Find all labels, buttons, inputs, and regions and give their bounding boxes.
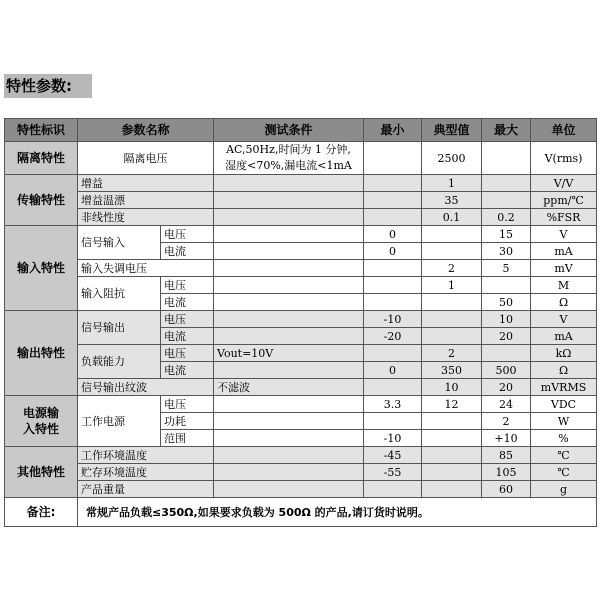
param-cell: 贮存环境温度 <box>78 464 214 481</box>
max-cell: 5 <box>482 260 531 277</box>
note-text: 常规产品负载≤350Ω,如果要求负载为 500Ω 的产品,请订货时说明。 <box>78 498 597 527</box>
typ-cell: 2 <box>422 260 482 277</box>
sub-param-cell: 电压 <box>161 277 214 294</box>
param-cell: 增益温漂 <box>78 192 214 209</box>
param-cell: 增益 <box>78 175 214 192</box>
category-power <box>5 396 78 447</box>
param-work-power: 工作电源 <box>78 396 161 447</box>
condition-cell <box>214 260 364 277</box>
table-row <box>5 277 597 294</box>
sub-param-cell: 电压 <box>161 345 214 362</box>
max-cell: 60 <box>482 481 531 498</box>
max-cell <box>482 192 531 209</box>
max-cell: 20 <box>482 328 531 345</box>
typ-cell <box>422 243 482 260</box>
table-row <box>5 226 597 243</box>
unit-cell: mV <box>531 260 597 277</box>
sub-param-cell: 范围 <box>161 430 214 447</box>
unit-cell: V/V <box>531 175 597 192</box>
unit-cell: M <box>531 277 597 294</box>
header-condition: 测试条件 <box>214 119 364 142</box>
typ-cell <box>422 413 482 430</box>
min-cell: -10 <box>364 430 422 447</box>
table-row <box>5 192 597 209</box>
note-row <box>5 498 597 527</box>
category-power-line-1: 电源输 <box>22 406 59 420</box>
typ-cell: 0.1 <box>422 209 482 226</box>
unit-cell: Ω <box>531 294 597 311</box>
sub-param-cell: 电流 <box>161 243 214 260</box>
min-cell <box>364 260 422 277</box>
min-cell: 3.3 <box>364 396 422 413</box>
unit-cell: mA <box>531 243 597 260</box>
max-cell: +10 <box>482 430 531 447</box>
condition-cell <box>214 396 364 413</box>
min-cell: 0 <box>364 226 422 243</box>
max-cell <box>482 277 531 294</box>
max-cell: 85 <box>482 447 531 464</box>
condition-cell <box>214 447 364 464</box>
typ-cell <box>422 447 482 464</box>
sub-param-cell: 电压 <box>161 311 214 328</box>
max-cell: 15 <box>482 226 531 243</box>
param-cell: 产品重量 <box>78 481 214 498</box>
min-cell <box>364 277 422 294</box>
param-cell: 信号输出纹波 <box>78 379 214 396</box>
min-cell: 0 <box>364 243 422 260</box>
max-cell: 20 <box>482 379 531 396</box>
min-cell <box>364 413 422 430</box>
condition-cell <box>214 226 364 243</box>
condition-cell <box>214 481 364 498</box>
unit-cell: V(rms) <box>531 142 597 175</box>
max-cell <box>482 345 531 362</box>
table-row <box>5 396 597 413</box>
header-max: 最大 <box>482 119 531 142</box>
param-load-capacity: 负载能力 <box>78 345 161 379</box>
note-label: 备注: <box>5 498 78 527</box>
condition-cell <box>214 294 364 311</box>
unit-cell: ℃ <box>531 464 597 481</box>
typ-cell: 350 <box>422 362 482 379</box>
header-typ: 典型值 <box>422 119 482 142</box>
typ-cell <box>422 328 482 345</box>
unit-cell: mVRMS <box>531 379 597 396</box>
unit-cell: V <box>531 311 597 328</box>
max-cell <box>482 175 531 192</box>
min-cell <box>364 175 422 192</box>
condition-cell <box>214 328 364 345</box>
section-title: 特性参数: <box>4 74 92 98</box>
condition-isolation <box>214 142 364 175</box>
category-transfer: 传输特性 <box>5 175 78 226</box>
header-row <box>5 119 597 142</box>
category-other: 其他特性 <box>5 447 78 498</box>
max-cell: 105 <box>482 464 531 481</box>
min-cell <box>364 294 422 311</box>
sub-param-cell: 功耗 <box>161 413 214 430</box>
unit-cell: kΩ <box>531 345 597 362</box>
unit-cell: VDC <box>531 396 597 413</box>
spec-table <box>4 118 597 527</box>
unit-cell: % <box>531 430 597 447</box>
min-cell <box>364 379 422 396</box>
table-row <box>5 260 597 277</box>
table-row <box>5 311 597 328</box>
table-row <box>5 379 597 396</box>
min-cell: -20 <box>364 328 422 345</box>
table-row <box>5 209 597 226</box>
min-cell <box>364 192 422 209</box>
unit-cell: ℃ <box>531 447 597 464</box>
typ-cell <box>422 294 482 311</box>
condition-cell: Vout=10V <box>214 345 364 362</box>
max-cell: 0.2 <box>482 209 531 226</box>
table-row <box>5 345 597 362</box>
typ-cell: 2500 <box>422 142 482 175</box>
max-cell: 10 <box>482 311 531 328</box>
condition-line-1: AC,50Hz,时间为 1 分钟, <box>226 143 351 156</box>
header-category: 特性标识 <box>5 119 78 142</box>
condition-cell <box>214 464 364 481</box>
typ-cell: 12 <box>422 396 482 413</box>
max-cell: 24 <box>482 396 531 413</box>
condition-cell <box>214 277 364 294</box>
min-cell: -45 <box>364 447 422 464</box>
condition-cell <box>214 209 364 226</box>
condition-cell <box>214 192 364 209</box>
max-cell: 30 <box>482 243 531 260</box>
unit-cell: g <box>531 481 597 498</box>
param-isolation-voltage: 隔离电压 <box>78 142 214 175</box>
typ-cell <box>422 430 482 447</box>
min-cell: -55 <box>364 464 422 481</box>
param-signal-input: 信号输入 <box>78 226 161 260</box>
unit-cell: %FSR <box>531 209 597 226</box>
unit-cell: W <box>531 413 597 430</box>
min-cell <box>364 345 422 362</box>
typ-cell: 1 <box>422 277 482 294</box>
table-row <box>5 447 597 464</box>
header-min: 最小 <box>364 119 422 142</box>
sub-param-cell: 电流 <box>161 328 214 345</box>
sub-param-cell: 电流 <box>161 294 214 311</box>
condition-cell <box>214 311 364 328</box>
sub-param-cell: 电压 <box>161 396 214 413</box>
condition-cell <box>214 413 364 430</box>
category-input: 输入特性 <box>5 226 78 311</box>
sub-param-cell: 电流 <box>161 362 214 379</box>
table-row <box>5 481 597 498</box>
category-power-line-2: 入特性 <box>22 422 59 436</box>
condition-cell <box>214 430 364 447</box>
condition-cell <box>214 362 364 379</box>
typ-cell: 35 <box>422 192 482 209</box>
typ-cell <box>422 311 482 328</box>
unit-cell: ppm/℃ <box>531 192 597 209</box>
typ-cell: 2 <box>422 345 482 362</box>
header-param: 参数名称 <box>78 119 214 142</box>
sub-param-cell: 电压 <box>161 226 214 243</box>
unit-cell: Ω <box>531 362 597 379</box>
typ-cell: 1 <box>422 175 482 192</box>
table-row <box>5 175 597 192</box>
param-cell: 工作环境温度 <box>78 447 214 464</box>
header-unit: 单位 <box>531 119 597 142</box>
param-signal-output: 信号输出 <box>78 311 161 345</box>
unit-cell: V <box>531 226 597 243</box>
param-cell: 非线性度 <box>78 209 214 226</box>
table-row <box>5 142 597 175</box>
category-output: 输出特性 <box>5 311 78 396</box>
min-cell: -10 <box>364 311 422 328</box>
unit-cell: mA <box>531 328 597 345</box>
condition-line-2: 湿度<70%,漏电流<1mA <box>225 159 352 172</box>
max-cell: 50 <box>482 294 531 311</box>
typ-cell <box>422 481 482 498</box>
condition-cell: 不滤波 <box>214 379 364 396</box>
typ-cell <box>422 226 482 243</box>
param-input-impedance: 输入阻抗 <box>78 277 161 311</box>
condition-cell <box>214 175 364 192</box>
typ-cell: 10 <box>422 379 482 396</box>
condition-cell <box>214 243 364 260</box>
max-cell <box>482 142 531 175</box>
typ-cell <box>422 464 482 481</box>
min-cell <box>364 209 422 226</box>
min-cell <box>364 481 422 498</box>
category-isolation: 隔离特性 <box>5 142 78 175</box>
min-cell <box>364 142 422 175</box>
param-cell: 输入失调电压 <box>78 260 214 277</box>
min-cell: 0 <box>364 362 422 379</box>
max-cell: 2 <box>482 413 531 430</box>
max-cell: 500 <box>482 362 531 379</box>
table-row <box>5 464 597 481</box>
